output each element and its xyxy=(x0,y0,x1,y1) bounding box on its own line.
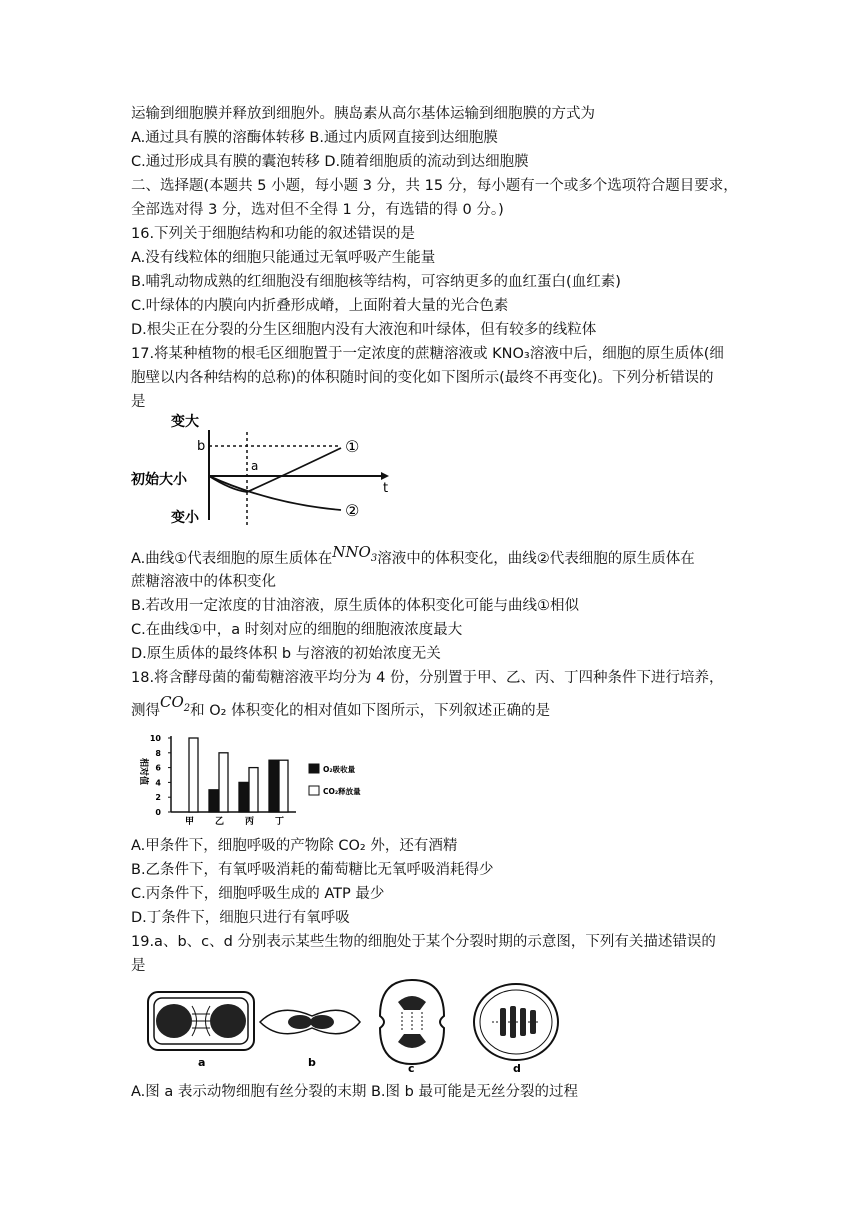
figure-19-cell-division xyxy=(140,976,580,1074)
bar-co2 xyxy=(249,768,258,812)
figure-17-curve-graph xyxy=(131,408,401,538)
option-17a-text: A.曲线①代表细胞的原生质体在 xyxy=(131,551,333,567)
label-t: t xyxy=(383,481,389,496)
cell-c xyxy=(380,980,444,1074)
option-line: D.原生质体的最终体积 b 与溶液的初始浓度无关 xyxy=(131,646,441,662)
text-line: 运输到细胞膜并释放到细胞外。胰岛素从高尔基体运输到细胞膜的方式为 xyxy=(131,106,595,122)
question-19-cont: 是 xyxy=(131,958,146,974)
section-heading: 二、选择题(本题共 5 小题，每小题 3 分，共 15 分，每小题有一个或多个选项符合题目要求， xyxy=(131,178,738,194)
y-tick-label: 8 xyxy=(155,748,161,758)
question-18-text: 测得 xyxy=(131,703,160,719)
y-tick-label: 4 xyxy=(155,778,161,788)
figure-18-bar-chart xyxy=(131,728,361,828)
curve-1 xyxy=(209,448,341,492)
question-17-cont: 胞壁以内各种结构的总称)的体积随时间的变化如下图所示(最终不再变化)。下列分析错误的 xyxy=(131,370,714,386)
option-17a xyxy=(131,543,695,575)
label-up: 变大 xyxy=(171,414,199,430)
legend-swatch xyxy=(309,786,319,795)
label-a: a xyxy=(251,459,259,473)
curve-2 xyxy=(209,476,341,510)
option-line: A.通过具有膜的溶酶体转移 B.通过内质网直接到达细胞膜 xyxy=(131,130,498,146)
question-17: 17.将某种植物的根毛区细胞置于一定浓度的蔗糖溶液或 KNO₃溶液中后，细胞的原生质体(细 xyxy=(131,346,724,362)
cell-d xyxy=(474,984,558,1074)
formula-co2 xyxy=(160,693,191,714)
option-line: 蔗糖溶液中的体积变化 xyxy=(131,574,276,590)
option-line: A.没有线粒体的细胞只能通过无氧呼吸产生能量 xyxy=(131,250,436,266)
label-d: d xyxy=(513,1062,521,1074)
bar-co2 xyxy=(189,738,198,812)
label-down: 变小 xyxy=(171,510,199,526)
question-16: 16.下列关于细胞结构和功能的叙述错误的是 xyxy=(131,226,416,242)
question-18: 18.将含酵母菌的葡萄糖溶液平均分为 4 份，分别置于甲、乙、丙、丁四种条件下进行培养， xyxy=(131,670,724,686)
question-17-cont: 是 xyxy=(131,394,146,410)
curve-2-label: ② xyxy=(345,501,360,520)
option-line: D.丁条件下，细胞只进行有氧呼吸 xyxy=(131,910,350,926)
cell-b xyxy=(260,1010,360,1069)
option-line: B.哺乳动物成熟的红细胞没有细胞核等结构，可容纳更多的血红蛋白(血红素) xyxy=(131,274,621,290)
legend-swatch xyxy=(309,764,319,773)
option-line: D.根尖正在分裂的分生区细胞内没有大液泡和叶绿体，但有较多的线粒体 xyxy=(131,322,597,338)
legend-label: CO₂释放量 xyxy=(323,787,361,796)
bar-co2 xyxy=(279,760,288,812)
question-19: 19.a、b、c、d 分别表示某些生物的细胞处于某个分裂时期的示意图，下列有关描述错误的 xyxy=(131,934,716,950)
option-line: A.图 a 表示动物细胞有丝分裂的末期 B.图 b 最可能是无丝分裂的过程 xyxy=(131,1084,578,1100)
y-tick-label: 2 xyxy=(155,793,161,803)
formula-nno3-base: NNO xyxy=(332,543,371,561)
option-line: C.叶绿体的内膜向内折叠形成嵴，上面附着大量的光合色素 xyxy=(131,298,509,314)
label-b: b xyxy=(197,439,206,454)
question-18-cont xyxy=(131,693,551,727)
bar-o2 xyxy=(269,760,278,812)
option-line: C.通过形成具有膜的囊泡转移 D.随着细胞质的流动到达细胞膜 xyxy=(131,154,529,170)
label-c: c xyxy=(408,1062,415,1074)
cell-a xyxy=(148,992,254,1069)
y-axis-label: 相对值 xyxy=(138,758,148,786)
curve-1-label: ① xyxy=(345,437,360,456)
formula-co2-base: CO xyxy=(160,693,184,711)
formula-nno3-sub: 3 xyxy=(370,553,378,564)
question-18-text-2: 和 O₂ 体积变化的相对值如下图所示，下列叙述正确的是 xyxy=(190,703,551,719)
option-line: C.丙条件下，细胞呼吸生成的 ATP 最少 xyxy=(131,886,385,902)
y-tick-label: 0 xyxy=(155,808,161,817)
formula-co2-sub: 2 xyxy=(183,703,191,714)
option-line: B.乙条件下，有氧呼吸消耗的葡萄糖比无氧呼吸消耗得少 xyxy=(131,862,494,878)
x-category-label: 丙 xyxy=(245,817,255,827)
x-category-label: 乙 xyxy=(215,817,225,827)
label-initial-size: 初始大小 xyxy=(131,472,187,488)
x-category-label: 丁 xyxy=(275,817,285,827)
option-17a-text-2: 溶液中的体积变化，曲线②代表细胞的原生质体在 xyxy=(377,551,695,567)
label-b: b xyxy=(308,1056,316,1069)
section-heading-cont: 全部选对得 3 分，选对但不全得 1 分，有选错的得 0 分。) xyxy=(131,202,504,218)
label-a: a xyxy=(198,1056,206,1069)
option-line: B.若改用一定浓度的甘油溶液，原生质体的体积变化可能与曲线①相似 xyxy=(131,598,580,614)
option-line: A.甲条件下，细胞呼吸的产物除 CO₂ 外，还有酒精 xyxy=(131,838,458,854)
y-tick-label: 6 xyxy=(155,763,161,773)
bar-co2 xyxy=(219,753,228,812)
x-category-label: 甲 xyxy=(185,817,195,827)
y-tick-label: 10 xyxy=(149,734,161,743)
option-line: C.在曲线①中，a 时刻对应的细胞的细胞液浓度最大 xyxy=(131,622,463,638)
bar-o2 xyxy=(239,782,248,812)
formula-nno3 xyxy=(332,543,378,564)
legend-label: O₂吸收量 xyxy=(323,765,356,774)
bar-o2 xyxy=(209,790,218,812)
